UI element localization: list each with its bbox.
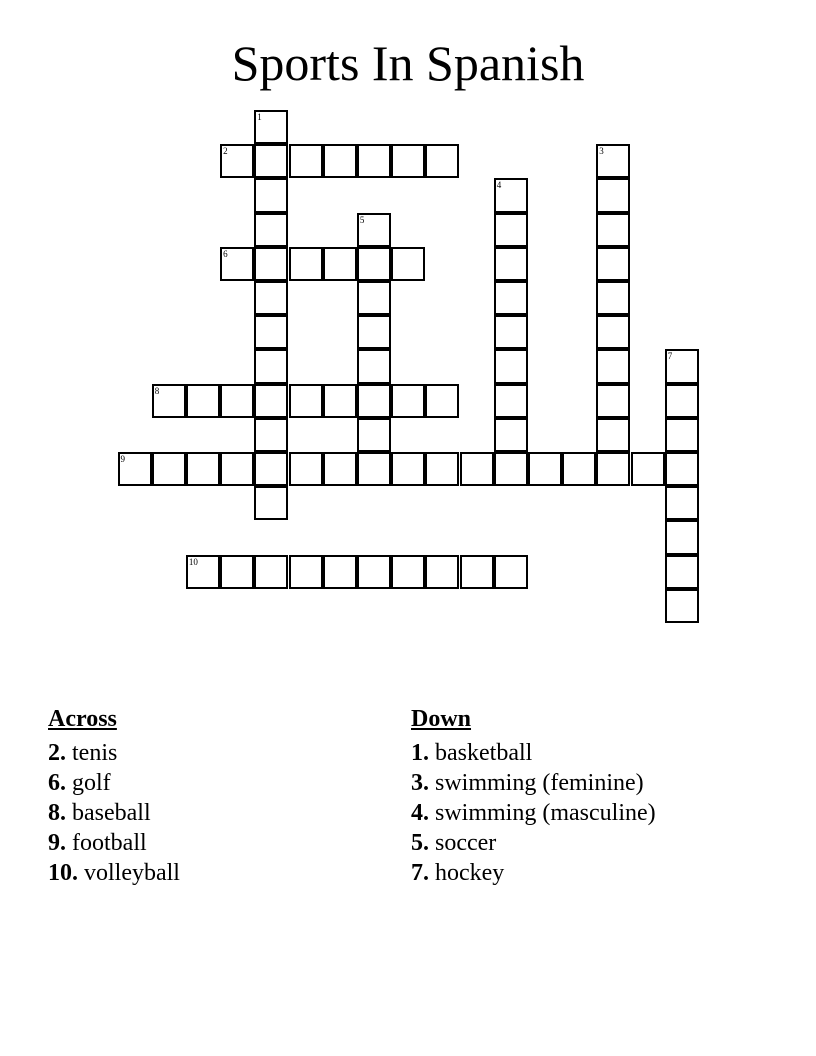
clue-number: 1: [257, 112, 262, 122]
crossword-cell[interactable]: [596, 144, 630, 178]
crossword-cell[interactable]: [254, 384, 288, 418]
crossword-cell[interactable]: [357, 418, 391, 452]
crossword-cell[interactable]: [425, 384, 459, 418]
crossword-cell[interactable]: [152, 384, 186, 418]
crossword-cell[interactable]: [323, 247, 357, 281]
clue-across-2: 2. tenis: [48, 740, 118, 766]
crossword-cell[interactable]: [665, 349, 699, 383]
crossword-cell[interactable]: [494, 281, 528, 315]
crossword-cell[interactable]: [254, 315, 288, 349]
crossword-cell[interactable]: [425, 144, 459, 178]
crossword-cell[interactable]: [631, 452, 665, 486]
crossword-cell[interactable]: [494, 349, 528, 383]
crossword-cell[interactable]: [357, 144, 391, 178]
clue-down-4: 4. swimming (masculine): [411, 800, 656, 826]
crossword-cell[interactable]: [289, 384, 323, 418]
clue-number: 3: [599, 146, 604, 157]
crossword-cell[interactable]: [254, 349, 288, 383]
crossword-cell[interactable]: [254, 418, 288, 452]
crossword-cell[interactable]: [186, 452, 220, 486]
clue-across-10: 10. volleyball: [48, 860, 180, 886]
crossword-cell[interactable]: [323, 555, 357, 589]
crossword-cell[interactable]: [494, 213, 528, 247]
crossword-cell[interactable]: [254, 144, 288, 178]
crossword-cell[interactable]: [665, 589, 699, 623]
crossword-cell[interactable]: [186, 384, 220, 418]
clue-across-6: 6. golf: [48, 770, 111, 796]
crossword-cell[interactable]: [494, 384, 528, 418]
crossword-cell[interactable]: [494, 247, 528, 281]
crossword-cell[interactable]: [254, 486, 288, 520]
crossword-cell[interactable]: [323, 144, 357, 178]
crossword-cell[interactable]: [323, 384, 357, 418]
crossword-cell[interactable]: [220, 144, 254, 178]
crossword-cell[interactable]: [254, 281, 288, 315]
crossword-cell[interactable]: [494, 418, 528, 452]
crossword-cell[interactable]: [596, 452, 630, 486]
crossword-cell[interactable]: [357, 384, 391, 418]
crossword-cell[interactable]: [494, 178, 528, 212]
crossword-cell[interactable]: [357, 452, 391, 486]
crossword-cell[interactable]: [391, 144, 425, 178]
crossword-cell[interactable]: [596, 213, 630, 247]
clue-down-7: 7. hockey: [411, 860, 505, 886]
crossword-cell[interactable]: [391, 247, 425, 281]
clue-number: 5: [359, 214, 365, 225]
clue-down-5: 5. soccer: [411, 830, 497, 856]
crossword-cell[interactable]: [289, 452, 323, 486]
crossword-cell[interactable]: [665, 520, 699, 554]
crossword-cell[interactable]: [357, 281, 391, 315]
crossword-cell[interactable]: [596, 418, 630, 452]
clue-across-9: 9. football: [48, 830, 147, 856]
crossword-cell[interactable]: [596, 281, 630, 315]
crossword-cell[interactable]: [425, 452, 459, 486]
crossword-cell[interactable]: [254, 555, 288, 589]
clue-number: 2: [223, 146, 228, 157]
crossword-cell[interactable]: [186, 555, 220, 589]
clue-number: 9: [120, 454, 125, 464]
crossword-cell[interactable]: [494, 315, 528, 349]
crossword-cell[interactable]: [220, 384, 254, 418]
crossword-cell[interactable]: [596, 247, 630, 281]
crossword-cell[interactable]: [460, 555, 494, 589]
crossword-cell[interactable]: [254, 452, 288, 486]
crossword-cell[interactable]: [254, 213, 288, 247]
crossword-cell[interactable]: [254, 247, 288, 281]
crossword-cell[interactable]: [562, 452, 596, 486]
crossword-cell[interactable]: [357, 555, 391, 589]
crossword-cell[interactable]: [596, 349, 630, 383]
crossword-cell[interactable]: [289, 144, 323, 178]
crossword-cell[interactable]: [494, 452, 528, 486]
crossword-cell[interactable]: [665, 418, 699, 452]
crossword-cell[interactable]: [425, 555, 459, 589]
crossword-cell[interactable]: [220, 452, 254, 486]
clue-down-3: 3. swimming (feminine): [411, 770, 644, 796]
crossword-cell[interactable]: [460, 452, 494, 486]
crossword-cell[interactable]: [254, 178, 288, 212]
crossword-cell[interactable]: [118, 452, 152, 486]
crossword-cell[interactable]: [391, 452, 425, 486]
crossword-cell[interactable]: [665, 486, 699, 520]
clue-across-8: 8. baseball: [48, 800, 151, 826]
crossword-cell[interactable]: [254, 110, 288, 144]
crossword-cell[interactable]: [152, 452, 186, 486]
clue-number: 8: [154, 385, 160, 396]
crossword-cell[interactable]: [494, 555, 528, 589]
crossword-cell[interactable]: [323, 452, 357, 486]
crossword-cell[interactable]: [596, 315, 630, 349]
crossword-cell[interactable]: [357, 315, 391, 349]
crossword-cell[interactable]: [289, 555, 323, 589]
clue-down-1: 1. basketball: [411, 740, 533, 766]
crossword-cell[interactable]: [665, 384, 699, 418]
crossword-cell[interactable]: [220, 247, 254, 281]
down-clues: [411, 704, 656, 888]
across-clues: [48, 704, 180, 888]
clue-number: 4: [496, 180, 502, 191]
crossword-cell[interactable]: [596, 384, 630, 418]
page-title: Sports In Spanish: [231, 35, 585, 91]
crossword-cell[interactable]: [391, 384, 425, 418]
crossword-cell[interactable]: [357, 349, 391, 383]
crossword-cell[interactable]: [665, 452, 699, 486]
clue-number: 6: [223, 248, 228, 259]
crossword-cell[interactable]: [391, 555, 425, 589]
crossword-cell[interactable]: [596, 178, 630, 212]
down-heading: Down: [411, 706, 472, 732]
clue-number: 10: [188, 556, 198, 567]
crossword-cell[interactable]: [289, 247, 323, 281]
crossword-cell[interactable]: [665, 555, 699, 589]
crossword-cell[interactable]: [528, 452, 562, 486]
crossword-cell[interactable]: [357, 247, 391, 281]
crossword-cell[interactable]: [220, 555, 254, 589]
clue-number: 7: [667, 351, 673, 362]
crossword-cell[interactable]: [357, 213, 391, 247]
across-heading: Across: [48, 706, 117, 732]
